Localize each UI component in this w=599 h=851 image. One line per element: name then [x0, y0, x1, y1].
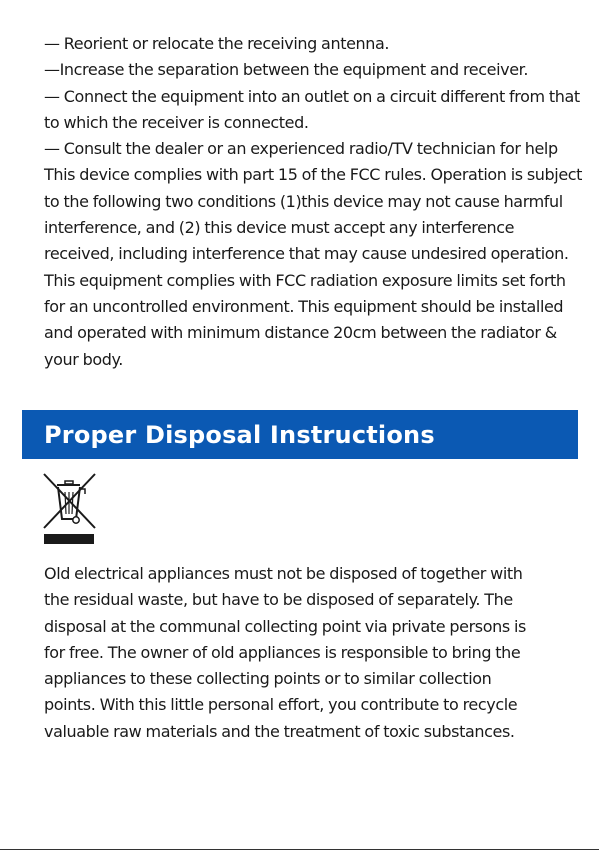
fcc-line: —Increase the separation between the equipment and receiver. — [44, 60, 529, 80]
disposal-line: valuable raw materials and the treatment of toxic substances. — [44, 721, 515, 741]
fcc-line: This equipment complies with FCC radiation exposure limits set forth — [44, 270, 566, 290]
disposal-line: for free. The owner of old appliances is responsible to bring the — [44, 642, 521, 662]
fcc-line: — Connect the equipment into an outlet on a circuit different from that — [44, 86, 580, 106]
disposal-section-banner — [22, 410, 578, 459]
disposal-line: disposal at the communal collecting point via private persons is — [44, 616, 526, 636]
fcc-line: This device complies with part 15 of the FCC rules. Operation is subject — [44, 165, 583, 185]
fcc-line: — Consult the dealer or an experienced radio/TV technician for help — [44, 139, 558, 159]
fcc-line: for an uncontrolled environment. This equipment should be installed — [44, 296, 564, 316]
fcc-notice-text — [44, 31, 584, 373]
fcc-line: and operated with minimum distance 20cm between the radiator & — [44, 323, 557, 343]
crossed-out-wheelie-bin-icon — [40, 472, 98, 546]
page-bottom-divider — [0, 849, 599, 850]
fcc-line: interference, and (2) this device must accept any interference — [44, 218, 515, 238]
disposal-text — [44, 561, 584, 745]
fcc-line: your body. — [44, 349, 123, 369]
disposal-section-title: Proper Disposal Instructions — [44, 421, 435, 449]
fcc-line: to which the receiver is connected. — [44, 112, 309, 132]
fcc-line: to the following two conditions (1)this device may not cause harmful — [44, 191, 563, 211]
disposal-line: appliances to these collecting points or to similar collection — [44, 669, 492, 689]
fcc-line: — Reorient or relocate the receiving antenna. — [44, 34, 390, 53]
disposal-line: points. With this little personal effort, you contribute to recycle — [44, 695, 518, 715]
fcc-line: received, including interference that may cause undesired operation. — [44, 244, 569, 264]
disposal-line: the residual waste, but have to be disposed of separately. The — [44, 590, 513, 610]
disposal-line: Old electrical appliances must not be disposed of together with — [44, 564, 523, 583]
